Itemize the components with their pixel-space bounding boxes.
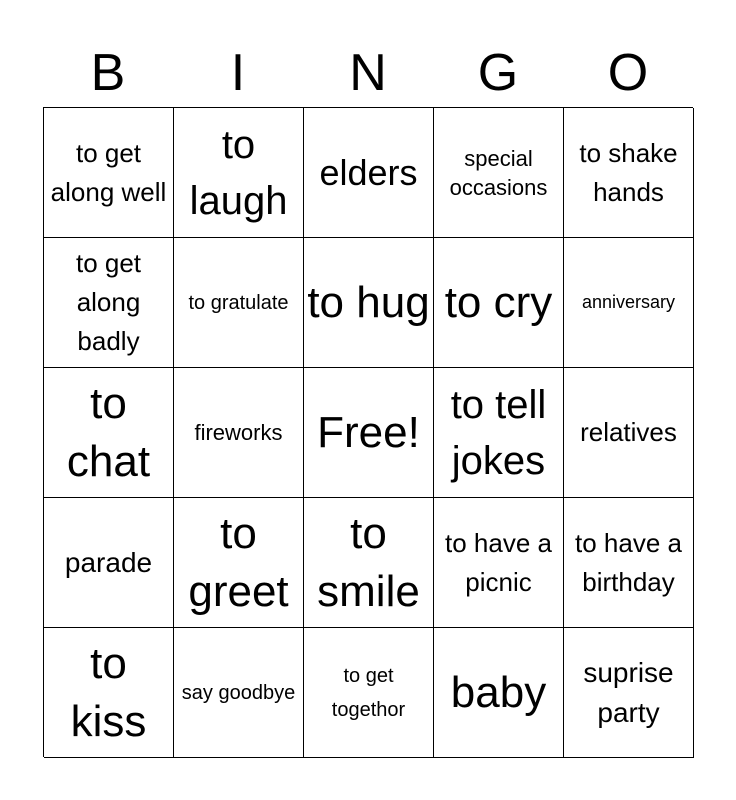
cell-text: to chat	[66, 378, 151, 486]
cell-text: suprise party	[583, 656, 674, 728]
cell-text: parade	[64, 546, 153, 578]
bingo-cell-r4-c3[interactable]	[304, 498, 434, 628]
cell-text: to kiss	[70, 638, 147, 746]
bingo-cell-r2-c3[interactable]	[304, 238, 434, 368]
cell-text: say goodbye	[181, 681, 296, 704]
bingo-cell-r1-c5[interactable]	[564, 108, 694, 238]
bingo-header	[43, 38, 693, 108]
bingo-cell-r5-c4[interactable]	[434, 628, 564, 758]
cell-text: to cry	[444, 277, 553, 327]
bingo-cell-r4-c5[interactable]	[564, 498, 694, 628]
cell-text: to hug	[307, 277, 430, 327]
bingo-cell-r1-c3[interactable]	[304, 108, 434, 238]
cell-text: to have a picnic	[445, 527, 552, 597]
bingo-cell-r3-c1[interactable]	[44, 368, 174, 498]
cell-text: fireworks	[194, 420, 283, 445]
bingo-cell-r3-c4[interactable]	[434, 368, 564, 498]
cell-text: to get along well	[50, 137, 167, 207]
header-letter-i: I	[230, 44, 246, 102]
cell-text: to smile	[317, 508, 420, 616]
cell-text: Free!	[317, 407, 420, 457]
bingo-cell-r4-c4[interactable]	[434, 498, 564, 628]
bingo-cell-r1-c2[interactable]	[174, 108, 304, 238]
bingo-cell-r5-c2[interactable]	[174, 628, 304, 758]
bingo-cell-r5-c5[interactable]	[564, 628, 694, 758]
cell-text: to get togethor	[331, 664, 406, 721]
cell-text: to greet	[188, 508, 289, 616]
cell-text: anniversary	[581, 292, 676, 312]
cell-text: to laugh	[189, 122, 288, 223]
cell-text: relatives	[580, 417, 677, 447]
header-letter-b: B	[90, 44, 126, 102]
bingo-cell-r2-c4[interactable]	[434, 238, 564, 368]
cell-text: to gratulate	[188, 291, 289, 314]
bingo-cell-r3-c5[interactable]	[564, 368, 694, 498]
bingo-cell-r3-c3[interactable]	[304, 368, 434, 498]
cell-text: baby	[450, 667, 547, 717]
bingo-board	[43, 107, 693, 757]
bingo-cell-r1-c1[interactable]	[44, 108, 174, 238]
bingo-cell-r3-c2[interactable]	[174, 368, 304, 498]
bingo-cell-r4-c1[interactable]	[44, 498, 174, 628]
bingo-cell-r2-c1[interactable]	[44, 238, 174, 368]
cell-text: to get along badly	[75, 248, 142, 356]
cell-text: elders	[319, 151, 418, 193]
bingo-cell-r2-c5[interactable]	[564, 238, 694, 368]
cell-text: special occasions	[449, 145, 548, 200]
cell-text: to shake hands	[579, 137, 678, 207]
bingo-cell-r2-c2[interactable]	[174, 238, 304, 368]
cell-text: to tell jokes	[450, 382, 547, 483]
bingo-cell-r4-c2[interactable]	[174, 498, 304, 628]
header-letter-n: N	[349, 44, 387, 102]
header-letter-o: O	[607, 44, 649, 102]
bingo-cell-r5-c1[interactable]	[44, 628, 174, 758]
header-letter-g: G	[477, 44, 519, 102]
bingo-cell-r5-c3[interactable]	[304, 628, 434, 758]
bingo-cell-r1-c4[interactable]	[434, 108, 564, 238]
cell-text: to have a birthday	[575, 527, 682, 597]
